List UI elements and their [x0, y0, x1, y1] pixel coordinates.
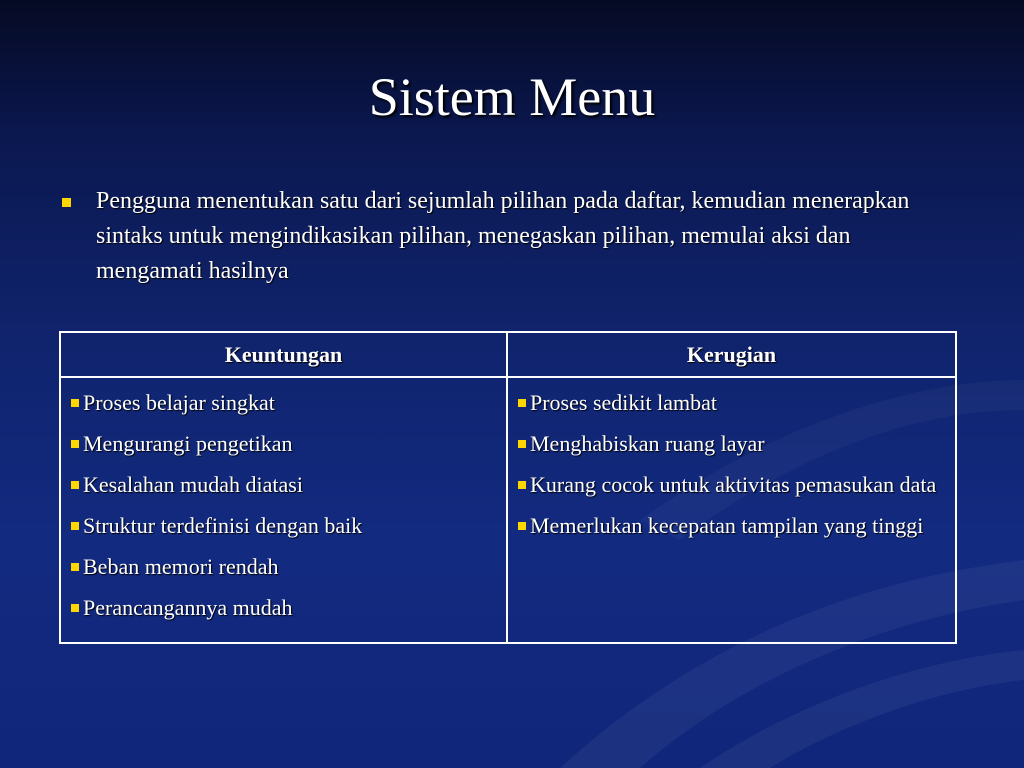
list-item — [518, 468, 945, 502]
list-item — [71, 386, 496, 420]
advantages-cell — [60, 377, 507, 643]
header-disadvantages: Kerugian — [507, 332, 956, 377]
main-bullet — [62, 184, 922, 289]
advantage-text: Mengurangi pengetikan — [83, 431, 293, 456]
square-bullet-icon — [71, 563, 79, 571]
disadvantage-text: Menghabiskan ruang layar — [530, 431, 765, 456]
list-item — [71, 427, 496, 461]
list-item — [71, 550, 496, 584]
comparison-table — [59, 331, 957, 644]
square-bullet-icon — [71, 481, 79, 489]
square-bullet-icon — [518, 399, 526, 407]
advantage-text: Beban memori rendah — [83, 554, 279, 579]
list-item — [71, 468, 496, 502]
square-bullet-icon — [518, 522, 526, 530]
list-item — [518, 427, 945, 461]
square-bullet-icon — [71, 440, 79, 448]
square-bullet-icon — [62, 198, 71, 207]
disadvantages-cell — [507, 377, 956, 643]
advantage-text: Perancangannya mudah — [83, 595, 293, 620]
square-bullet-icon — [71, 522, 79, 530]
table-header-row — [60, 332, 956, 377]
square-bullet-icon — [518, 481, 526, 489]
main-bullet-text: Pengguna menentukan satu dari sejumlah pilihan pada daftar, kemudian menerapkan sintaks untuk mengindikasikan pilihan, menegaskan pilihan, memulai aksi dan mengamati hasilnya — [96, 188, 910, 284]
list-item — [71, 509, 496, 543]
list-item — [518, 509, 945, 543]
square-bullet-icon — [71, 399, 79, 407]
square-bullet-icon — [518, 440, 526, 448]
disadvantage-text: Proses sedikit lambat — [530, 390, 717, 415]
list-item — [71, 591, 496, 625]
disadvantage-text: Memerlukan kecepatan tampilan yang tinggi — [530, 513, 924, 538]
disadvantage-text: Kurang cocok untuk aktivitas pemasukan data — [530, 472, 937, 497]
square-bullet-icon — [71, 604, 79, 612]
header-advantages: Keuntungan — [60, 332, 507, 377]
advantage-text: Kesalahan mudah diatasi — [83, 472, 303, 497]
slide-title: Sistem Menu — [368, 67, 656, 127]
advantage-text: Struktur terdefinisi dengan baik — [83, 513, 363, 538]
advantage-text: Proses belajar singkat — [83, 390, 275, 415]
list-item — [518, 386, 945, 420]
table-row — [60, 377, 956, 643]
